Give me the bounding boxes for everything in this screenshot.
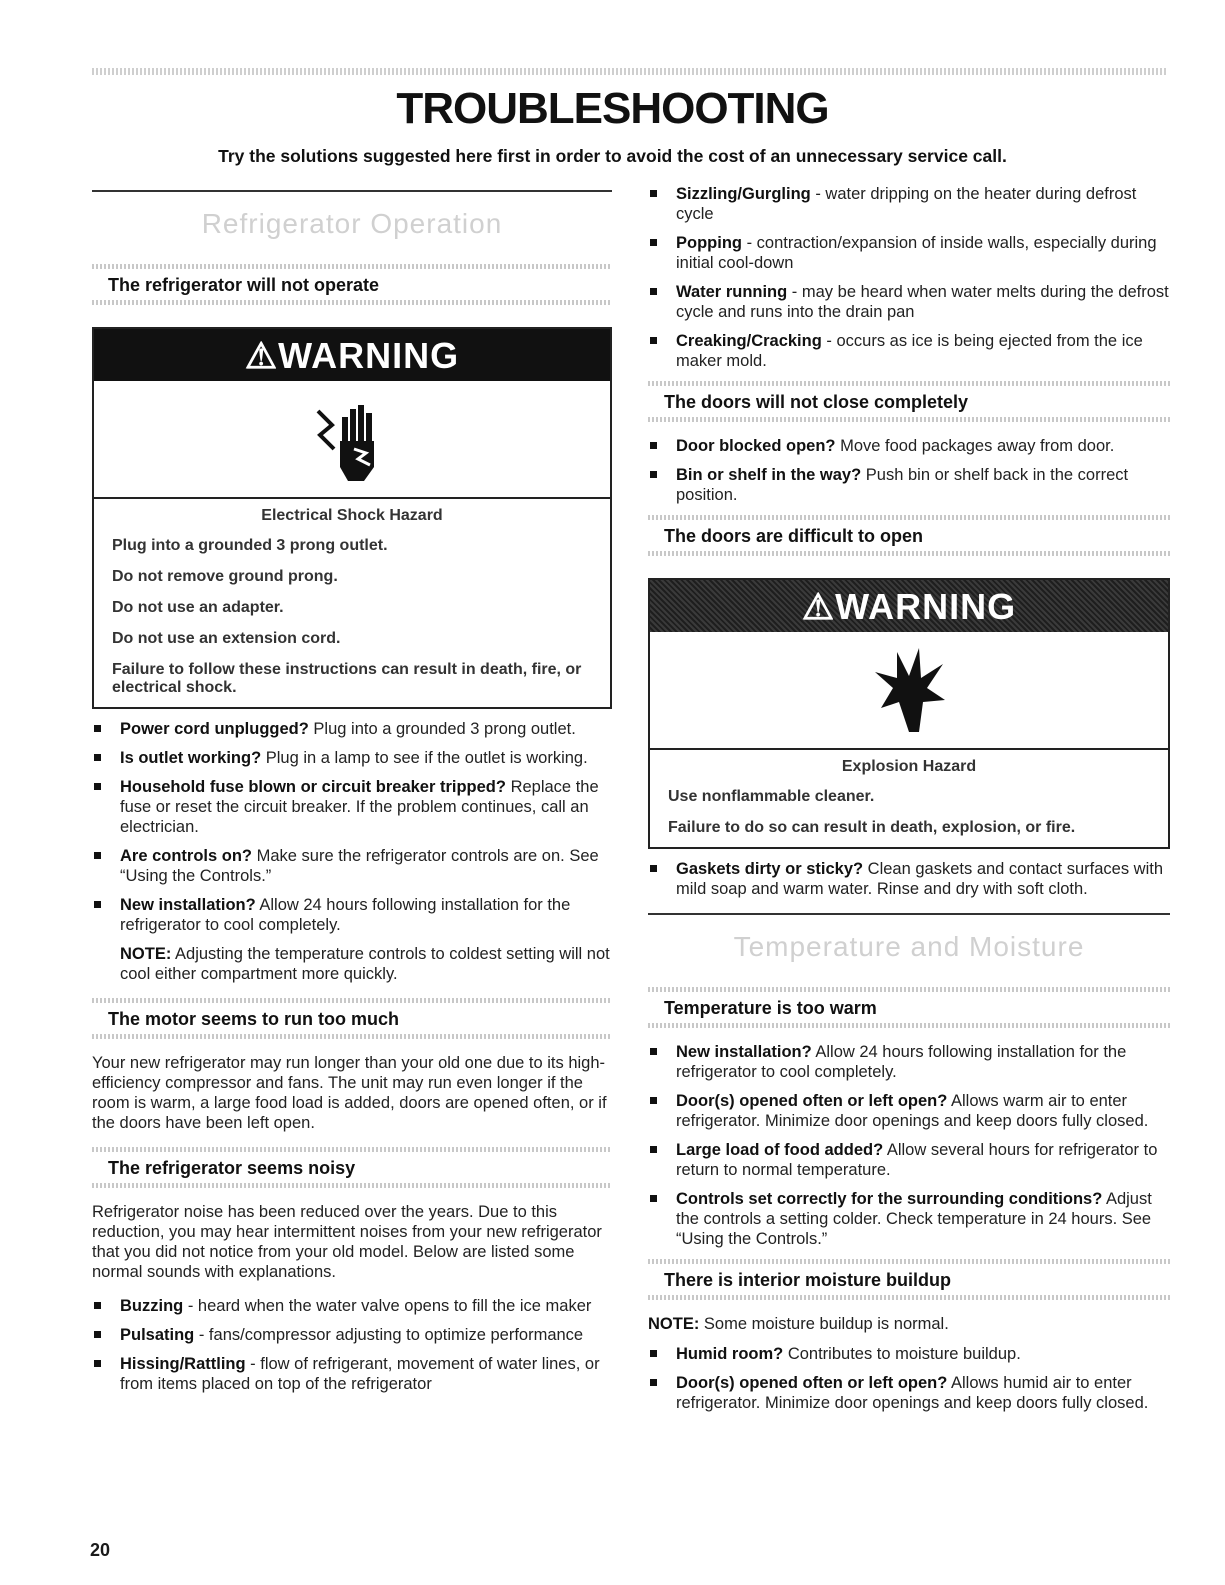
- list-will-not-operate: [92, 719, 612, 935]
- subhead-moisture: There is interior moisture buildup: [664, 1270, 952, 1290]
- subhead-too-warm-block: [648, 987, 1170, 1028]
- note-coldest-setting: NOTE: Adjusting the temperature controls to coldest setting will not cool either compartment more quickly.: [120, 945, 610, 983]
- paragraph-motor: Your new refrigerator may run longer than your old one due to its high-efficiency compressor and fans. The unit may run even longer if the room is warm, a large food load is added, doors are opened often, or if the doors have been left open.: [92, 1054, 607, 1132]
- warning-banner: ⚠WARNING: [650, 580, 1168, 632]
- subhead-motor-block: [92, 998, 612, 1039]
- list-moisture: [648, 1344, 1170, 1413]
- subhead-noisy: The refrigerator seems noisy: [108, 1158, 356, 1178]
- list-item: Creaking/Cracking - occurs as ice is being ejected from the ice maker mold.: [648, 331, 1170, 371]
- list-item: New installation? Allow 24 hours following installation for the refrigerator to cool completely.: [92, 895, 612, 935]
- subhead-doors-difficult: The doors are difficult to open: [664, 526, 924, 546]
- list-too-warm: [648, 1042, 1170, 1249]
- warning-line: Use nonflammable cleaner.: [668, 788, 875, 805]
- electrical-shock-icon: [312, 391, 392, 487]
- warning-line: Failure to follow these instructions can result in death, fire, or electrical shock.: [112, 661, 582, 696]
- dotted-divider: [92, 1183, 612, 1188]
- subhead-noisy-block: [92, 1147, 612, 1188]
- top-dotted-rule: [92, 68, 1167, 75]
- subhead-motor-runs-too-much: The motor seems to run too much: [108, 1009, 400, 1029]
- dotted-divider: [92, 1034, 612, 1039]
- list-item: Controls set correctly for the surrounding conditions? Adjust the controls a setting colder. Check temperature in 24 hours. See “Using the Controls.”: [648, 1189, 1170, 1249]
- dotted-divider: [648, 417, 1170, 422]
- page-title: TROUBLESHOOTING: [396, 84, 829, 133]
- list-noises-continued: [648, 184, 1170, 371]
- page-number: 20: [90, 1540, 111, 1560]
- section-title-refrigerator-operation: Refrigerator Operation: [92, 190, 612, 254]
- list-item: Household fuse blown or circuit breaker tripped? Replace the fuse or reset the circuit breaker. If the problem continues, call an electrician.: [92, 777, 612, 837]
- list-item: Hissing/Rattling - flow of refrigerant, movement of water lines, or from items placed on top of the refrigerator: [92, 1354, 612, 1394]
- subhead-doors-not-close: The doors will not close completely: [664, 392, 969, 412]
- warning-line: Failure to do so can result in death, explosion, or fire.: [668, 819, 1076, 836]
- warning-text: [650, 750, 1168, 847]
- warning-line: Do not use an extension cord.: [112, 630, 341, 647]
- subhead-moisture-block: [648, 1259, 1170, 1300]
- explosion-icon-area: [650, 632, 1168, 750]
- list-item: Pulsating - fans/compressor adjusting to optimize performance: [92, 1325, 612, 1345]
- subhead-doors-not-close-block: [648, 381, 1170, 422]
- paragraph-noise: Refrigerator noise has been reduced over the years. Due to this reduction, you may hear intermittent noises from your new refrigerator that you did not notice from your old model. Below are listed some normal sounds with explanations.: [92, 1203, 602, 1281]
- list-item: Humid room? Contributes to moisture buildup.: [648, 1344, 1170, 1364]
- list-doors-not-close: [648, 436, 1170, 505]
- list-noises: [92, 1296, 612, 1394]
- list-item: New installation? Allow 24 hours following installation for the refrigerator to cool completely.: [648, 1042, 1170, 1082]
- list-item: Water running - may be heard when water melts during the defrost cycle and runs into the drain pan: [648, 282, 1170, 322]
- electrical-shock-icon-area: [94, 381, 610, 499]
- dotted-divider: [648, 1295, 1170, 1300]
- dotted-divider: [92, 300, 612, 305]
- list-item: Bin or shelf in the way? Push bin or shelf back in the correct position.: [648, 465, 1170, 505]
- warning-line: Plug into a grounded 3 prong outlet.: [112, 537, 388, 554]
- list-item: Buzzing - heard when the water valve opens to fill the ice maker: [92, 1296, 612, 1316]
- subhead-will-not-operate: The refrigerator will not operate: [108, 275, 380, 295]
- list-item: Door(s) opened often or left open? Allows humid air to enter refrigerator. Minimize door openings and keep doors fully closed.: [648, 1373, 1170, 1413]
- hazard-title: Electrical Shock Hazard: [261, 507, 443, 524]
- list-item: Is outlet working? Plug in a lamp to see if the outlet is working.: [92, 748, 612, 768]
- warning-banner: ⚠WARNING: [94, 329, 610, 381]
- left-column: [92, 190, 612, 1403]
- list-item: Power cord unplugged? Plug into a grounded 3 prong outlet.: [92, 719, 612, 739]
- list-item: Are controls on? Make sure the refrigerator controls are on. See “Using the Controls.”: [92, 846, 612, 886]
- warning-line: Do not use an adapter.: [112, 599, 284, 616]
- right-column: [648, 184, 1170, 1422]
- warning-line: Do not remove ground prong.: [112, 568, 338, 585]
- list-item: Large load of food added? Allow several hours for refrigerator to return to normal temperature.: [648, 1140, 1170, 1180]
- list-item: Door(s) opened often or left open? Allows warm air to enter refrigerator. Minimize door openings and keep doors fully closed.: [648, 1091, 1170, 1131]
- warning-text: [94, 499, 610, 707]
- warning-box-explosion: [648, 578, 1170, 849]
- subhead-doors-difficult-block: [648, 515, 1170, 556]
- hazard-title: Explosion Hazard: [841, 758, 977, 775]
- subhead-too-warm: Temperature is too warm: [664, 998, 877, 1018]
- list-item: Gaskets dirty or sticky? Clean gaskets and contact surfaces with mild soap and warm water. Rinse and dry with soft cloth.: [648, 859, 1170, 899]
- warning-box-electrical: [92, 327, 612, 709]
- dotted-divider: [648, 1023, 1170, 1028]
- page-subtitle: Try the solutions suggested here first in order to avoid the cost of an unnecessary service call.: [218, 146, 1007, 166]
- section-title-temperature-moisture: Temperature and Moisture: [648, 913, 1170, 977]
- note-moisture: NOTE: Some moisture buildup is normal.: [648, 1315, 949, 1333]
- explosion-icon: [869, 642, 949, 738]
- list-item: Door blocked open? Move food packages away from door.: [648, 436, 1170, 456]
- dotted-divider: [648, 551, 1170, 556]
- subhead-will-not-operate-block: [92, 264, 612, 305]
- list-doors-difficult: [648, 859, 1170, 899]
- list-item: Popping - contraction/expansion of inside walls, especially during initial cool-down: [648, 233, 1170, 273]
- list-item: Sizzling/Gurgling - water dripping on the heater during defrost cycle: [648, 184, 1170, 224]
